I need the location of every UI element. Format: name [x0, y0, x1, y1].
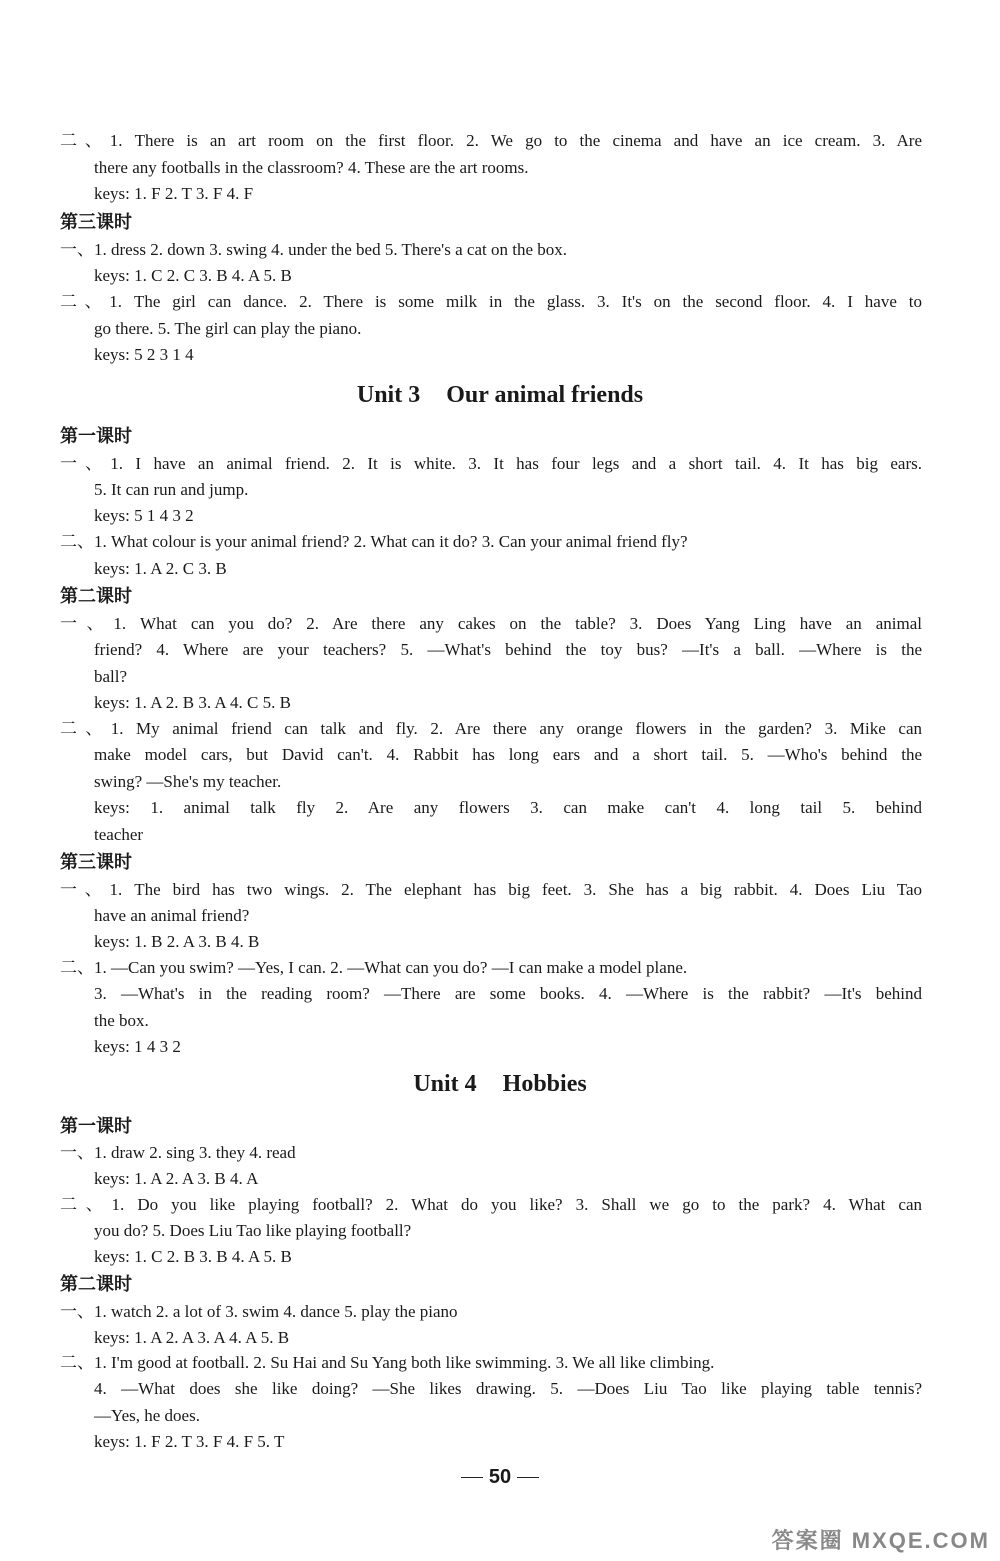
text-line: ball? — [94, 667, 128, 686]
text-line: 3. —What's in the reading room? —There are some books. 4. —Where is the rabbit? —It's behind — [94, 984, 922, 1003]
text-line: swing? —She's my teacher. — [94, 772, 282, 791]
keys-line: keys: 5 1 4 3 2 — [94, 506, 194, 525]
text-line: make model cars, but David can't. 4. Rabbit has long ears and a short tail. 5. —Who's behind the — [94, 745, 922, 764]
keys-line: keys: 1. F 2. T 3. F 4. F — [94, 184, 254, 203]
text-line: friend? 4. Where are your teachers? 5. —What's behind the toy bus? —It's a ball. —Where is the — [94, 640, 922, 659]
keys-line: keys: 1. C 2. C 3. B 4. A 5. B — [94, 266, 292, 285]
keys-line: keys: 5 2 3 1 4 — [94, 345, 194, 364]
text-line: 二、1. I'm good at football. 2. Su Hai and Su Yang both like swimming. 3. We all like climbing. — [60, 1353, 715, 1372]
text-line: have an animal friend? — [94, 906, 250, 925]
unit-title — [0, 1069, 1000, 1099]
text-line: 一、1. watch 2. a lot of 3. swim 4. dance 5. play the piano — [60, 1302, 458, 1321]
keys-line: keys: 1. F 2. T 3. F 4. F 5. T — [94, 1432, 285, 1451]
unit-name: Hobbies — [502, 1071, 587, 1097]
text-line: 一、1. What can you do? 2. Are there any cakes on the table? 3. Does Yang Ling have an animal — [60, 614, 922, 633]
keys-line: keys: 1. A 2. B 3. A 4. C 5. B — [94, 693, 291, 712]
text-line: go there. 5. The girl can play the piano. — [94, 319, 362, 338]
page-number — [0, 1466, 1000, 1489]
text-line: 一、1. The bird has two wings. 2. The elephant has big feet. 3. She has a big rabbit. 4. Does Liu Tao — [60, 880, 922, 899]
lesson-heading: 第二课时 — [60, 586, 132, 607]
unit-number: Unit 4 — [413, 1071, 477, 1097]
keys-line: keys: 1 4 3 2 — [94, 1037, 181, 1056]
lesson-heading: 第三课时 — [60, 852, 132, 873]
text-line: 一、1. dress 2. down 3. swing 4. under the bed 5. There's a cat on the box. — [60, 240, 567, 259]
keys-line: keys: 1. A 2. A 3. A 4. A 5. B — [94, 1328, 290, 1347]
unit-title — [0, 380, 1000, 410]
watermark — [772, 1524, 990, 1555]
lesson-heading: 第三课时 — [60, 212, 132, 233]
text-line: the box. — [94, 1011, 149, 1030]
unit-name: Our animal friends — [446, 382, 644, 408]
watermark-brand: 答案圈 — [771, 1528, 844, 1553]
lesson-heading: 第一课时 — [60, 1116, 132, 1137]
text-line: 一、1. draw 2. sing 3. they 4. read — [60, 1143, 296, 1162]
text-line: 5. It can run and jump. — [94, 480, 249, 499]
text-line: 4. —What does she like doing? —She likes drawing. 5. —Does Liu Tao like playing table tennis? — [94, 1379, 922, 1398]
keys-line: keys: 1. A 2. C 3. B — [94, 559, 227, 578]
keys-line: keys: 1. animal talk fly 2. Are any flowers 3. can make can't 4. long tail 5. behind — [94, 798, 922, 817]
text-line: 一、1. I have an animal friend. 2. It is white. 3. It has four legs and a short tail. 4. It has big ears. — [60, 454, 922, 473]
text-line: 二、1. —Can you swim? —Yes, I can. 2. —What can you do? —I can make a model plane. — [60, 958, 688, 977]
text-line: 二、1. My animal friend can talk and fly. 2. Are there any orange flowers in the garden? 3. Mike can — [60, 719, 922, 738]
lesson-heading: 第一课时 — [60, 426, 132, 447]
watermark-site: MXQE.COM — [851, 1528, 990, 1553]
dash-left — [461, 1477, 483, 1478]
text-line: teacher — [94, 825, 144, 844]
text-line: —Yes, he does. — [94, 1406, 200, 1425]
lesson-heading: 第二课时 — [60, 1274, 132, 1295]
unit-number: Unit 3 — [356, 382, 421, 408]
keys-line: keys: 1. B 2. A 3. B 4. B — [94, 932, 260, 951]
page-number-text: 50 — [488, 1466, 512, 1488]
keys-line: keys: 1. A 2. A 3. B 4. A — [94, 1169, 259, 1188]
text-line: 二、1. What colour is your animal friend? 2. What can it do? 3. Can your animal friend fly? — [60, 532, 688, 551]
text-line: there any footballs in the classroom? 4. These are the art rooms. — [94, 158, 529, 177]
text-line: 二、1. The girl can dance. 2. There is some milk in the glass. 3. It's on the second floor. 4. I have to — [60, 292, 922, 311]
text-line: 二、1. There is an art room on the first floor. 2. We go to the cinema and have an ice cream. 3. Are — [60, 131, 922, 150]
keys-line: keys: 1. C 2. B 3. B 4. A 5. B — [94, 1247, 292, 1266]
dash-right — [517, 1477, 539, 1478]
text-line: 二、1. Do you like playing football? 2. What do you like? 3. Shall we go to the park? 4. What can — [60, 1195, 922, 1214]
text-line: you do? 5. Does Liu Tao like playing football? — [94, 1221, 412, 1240]
